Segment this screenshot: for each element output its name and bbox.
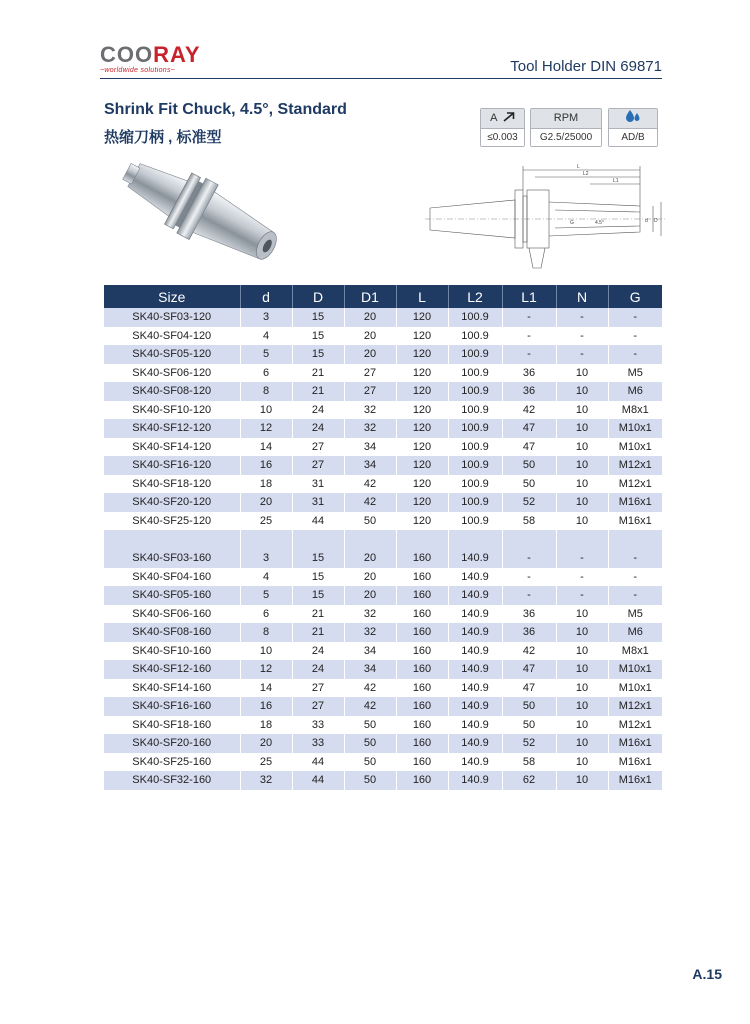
table-cell: 52 [502, 493, 556, 512]
table-cell: 4 [240, 327, 292, 346]
size-cell: SK40-SF18-120 [104, 475, 240, 494]
table-cell: 100.9 [448, 419, 502, 438]
size-cell: SK40-SF06-120 [104, 364, 240, 383]
table-row [104, 364, 662, 383]
table-row [104, 716, 662, 735]
table-cell: 140.9 [448, 660, 502, 679]
table-cell: - [556, 327, 608, 346]
group-separator-row [104, 530, 662, 549]
table-cell: 21 [292, 623, 344, 642]
table-cell: 100.9 [448, 382, 502, 401]
table-cell: 160 [396, 697, 448, 716]
dim-label-g: G [570, 220, 574, 226]
table-cell: 140.9 [448, 679, 502, 698]
table-cell: 42 [344, 475, 396, 494]
table-cell: M12x1 [608, 456, 662, 475]
table-cell: 100.9 [448, 456, 502, 475]
table-cell: 10 [556, 642, 608, 661]
table-cell: 160 [396, 605, 448, 624]
table-cell: 14 [240, 438, 292, 457]
table-cell: 10 [556, 401, 608, 420]
table-cell: 34 [344, 660, 396, 679]
column-header: G [608, 285, 662, 308]
table-row [104, 549, 662, 568]
table-cell: 6 [240, 605, 292, 624]
size-cell: SK40-SF18-160 [104, 716, 240, 735]
size-cell: SK40-SF12-160 [104, 660, 240, 679]
table-cell: 160 [396, 568, 448, 587]
table-cell: 34 [344, 438, 396, 457]
logo-tagline: ~worldwide solutions~ [100, 67, 176, 74]
table-cell: 24 [292, 642, 344, 661]
table-cell: 20 [344, 308, 396, 327]
table-cell: 10 [556, 716, 608, 735]
table-cell: 58 [502, 753, 556, 772]
size-cell: SK40-SF04-160 [104, 568, 240, 587]
table-cell: M12x1 [608, 697, 662, 716]
table-header-row [104, 285, 662, 308]
table-cell: 44 [292, 771, 344, 790]
dim-label-l1: L1 [613, 178, 619, 184]
table-cell: 58 [502, 512, 556, 531]
table-cell: 6 [240, 364, 292, 383]
column-header: D1 [344, 285, 396, 308]
table-cell: 140.9 [448, 716, 502, 735]
table-cell: - [502, 586, 556, 605]
table-row [104, 734, 662, 753]
table-cell: 14 [240, 679, 292, 698]
column-header: d [240, 285, 292, 308]
table-cell: 31 [292, 475, 344, 494]
table-cell: 27 [292, 438, 344, 457]
table-cell: 160 [396, 642, 448, 661]
product-spec-table [104, 285, 662, 790]
size-cell: SK40-SF03-120 [104, 308, 240, 327]
table-cell: 4 [240, 568, 292, 587]
table-cell: M12x1 [618, 718, 652, 731]
table-cell: 10 [556, 605, 608, 624]
table-cell: 24 [292, 660, 344, 679]
table-cell: - [556, 568, 608, 587]
table-cell: 20 [344, 327, 396, 346]
table-cell: 36 [502, 605, 556, 624]
table-cell: 140.9 [448, 642, 502, 661]
size-cell: SK40-SF16-160 [104, 697, 240, 716]
runout-spec-box [480, 108, 525, 147]
coolant-spec-box [608, 108, 658, 147]
product-photo [104, 150, 314, 280]
table-cell: - [633, 570, 638, 583]
table-cell: 100.9 [448, 401, 502, 420]
table-row [104, 679, 662, 698]
table-cell: 100.9 [448, 438, 502, 457]
table-cell: 10 [556, 697, 608, 716]
table-cell: - [608, 549, 662, 568]
header-divider [100, 78, 662, 79]
table-cell: 50 [502, 697, 556, 716]
table-cell: 3 [240, 308, 292, 327]
table-cell: 15 [292, 549, 344, 568]
table-cell: 12 [240, 660, 292, 679]
table-row [104, 308, 662, 327]
table-cell: - [556, 549, 608, 568]
table-cell: 140.9 [448, 549, 502, 568]
table-cell: 20 [240, 734, 292, 753]
table-cell: 10 [556, 771, 608, 790]
table-cell: - [556, 345, 608, 364]
rpm-value: G2.5/25000 [531, 128, 601, 146]
table-cell: 10 [556, 456, 608, 475]
column-header: Size [104, 285, 240, 308]
table-cell: 44 [292, 512, 344, 531]
table-row [104, 401, 662, 420]
table-cell: 10 [556, 419, 608, 438]
table-cell: 20 [240, 493, 292, 512]
product-title-chinese: 热缩刀柄 , 标准型 [104, 129, 222, 146]
table-cell: 33 [292, 734, 344, 753]
size-cell: SK40-SF20-120 [104, 493, 240, 512]
table-row [104, 512, 662, 531]
table-row [104, 327, 662, 346]
table-cell: - [556, 586, 608, 605]
table-cell: 160 [396, 771, 448, 790]
table-cell: 21 [292, 605, 344, 624]
table-cell: 15 [292, 345, 344, 364]
runout-label: A [490, 112, 497, 124]
column-header: N [556, 285, 608, 308]
table-cell: 42 [344, 493, 396, 512]
table-cell: - [502, 327, 556, 346]
runout-value: ≤0.003 [481, 128, 524, 146]
table-cell: 120 [396, 493, 448, 512]
table-cell: 18 [240, 716, 292, 735]
table-cell: 27 [292, 697, 344, 716]
table-cell: 27 [344, 382, 396, 401]
table-cell: 120 [396, 419, 448, 438]
table-cell: - [502, 345, 556, 364]
table-cell: 16 [240, 697, 292, 716]
table-cell: - [633, 329, 638, 342]
table-cell: M16x1 [608, 734, 662, 753]
table-cell: 33 [292, 716, 344, 735]
table-row [104, 753, 662, 772]
table-cell: - [608, 345, 662, 364]
table-cell: 160 [396, 679, 448, 698]
table-cell: 100.9 [448, 512, 502, 531]
table-cell: 32 [240, 771, 292, 790]
table-cell: 120 [396, 364, 448, 383]
table-cell: 50 [344, 512, 396, 531]
table-cell: 18 [240, 475, 292, 494]
size-cell: SK40-SF05-160 [104, 586, 240, 605]
table-cell: 10 [556, 493, 608, 512]
table-cell: 10 [556, 475, 608, 494]
table-cell: 50 [502, 716, 556, 735]
table-cell: 16 [240, 456, 292, 475]
column-header: D [292, 285, 344, 308]
table-row [104, 623, 662, 642]
table-cell: 50 [344, 771, 396, 790]
size-cell: SK40-SF05-120 [104, 345, 240, 364]
table-cell: M10x1 [608, 419, 662, 438]
table-row [104, 345, 662, 364]
table-cell: 140.9 [448, 568, 502, 587]
dim-label-d: d [645, 218, 648, 224]
table-cell: 5 [240, 345, 292, 364]
table-cell: 140.9 [448, 734, 502, 753]
size-cell: SK40-SF25-160 [104, 753, 240, 772]
size-cell: SK40-SF08-160 [104, 623, 240, 642]
table-cell: 10 [556, 438, 608, 457]
table-cell: 32 [344, 401, 396, 420]
table-cell: 34 [344, 642, 396, 661]
table-cell: 140.9 [448, 697, 502, 716]
table-cell: 120 [396, 401, 448, 420]
table-cell: 8 [240, 382, 292, 401]
table-cell: 20 [344, 586, 396, 605]
table-cell: 50 [502, 475, 556, 494]
table-cell: 120 [396, 438, 448, 457]
table-cell: 47 [502, 660, 556, 679]
table-cell: 140.9 [448, 771, 502, 790]
table-cell: 15 [292, 586, 344, 605]
table-cell: 160 [396, 716, 448, 735]
table-cell: 10 [240, 401, 292, 420]
rpm-spec-box [530, 108, 602, 147]
table-row [104, 493, 662, 512]
table-cell: 160 [396, 586, 448, 605]
table-cell: 120 [396, 327, 448, 346]
table-cell: 36 [502, 623, 556, 642]
table-cell: 100.9 [448, 327, 502, 346]
table-cell: 140.9 [448, 753, 502, 772]
column-header: L1 [502, 285, 556, 308]
table-cell: M10x1 [618, 681, 652, 694]
table-cell: 44 [292, 753, 344, 772]
rpm-label: RPM [531, 109, 601, 128]
document-title: Tool Holder DIN 69871 [510, 58, 662, 75]
size-cell: SK40-SF06-160 [104, 605, 240, 624]
table-cell: 10 [556, 660, 608, 679]
table-cell: 20 [344, 345, 396, 364]
table-cell: 120 [396, 345, 448, 364]
table-cell: 120 [396, 475, 448, 494]
table-cell: - [502, 549, 556, 568]
table-cell: 120 [396, 512, 448, 531]
table-cell: 8 [240, 623, 292, 642]
size-cell: SK40-SF03-160 [104, 549, 240, 568]
table-cell: 50 [344, 753, 396, 772]
table-cell: 42 [344, 697, 396, 716]
table-cell: 10 [556, 734, 608, 753]
size-cell: SK40-SF10-120 [104, 401, 240, 420]
size-cell: SK40-SF14-120 [104, 438, 240, 457]
table-cell: 15 [292, 568, 344, 587]
column-header: L2 [448, 285, 502, 308]
table-cell: M6 [608, 623, 662, 642]
table-cell: 50 [344, 734, 396, 753]
table-cell: M5 [627, 607, 643, 620]
coolant-drops-icon [624, 109, 642, 123]
column-header: L [396, 285, 448, 308]
table-cell: 42 [344, 679, 396, 698]
table-cell: 140.9 [448, 605, 502, 624]
table-row [104, 642, 662, 661]
table-cell: M16x1 [618, 755, 652, 768]
table-row [104, 660, 662, 679]
table-cell: 100.9 [448, 493, 502, 512]
table-cell: - [556, 308, 608, 327]
table-row [104, 771, 662, 790]
table-cell: 100.9 [448, 364, 502, 383]
table-cell: M16x1 [618, 514, 652, 527]
table-cell: 160 [396, 623, 448, 642]
table-row [104, 419, 662, 438]
table-row [104, 605, 662, 624]
coolant-value: AD/B [609, 128, 657, 146]
table-cell: 34 [344, 456, 396, 475]
table-cell: M6 [608, 382, 662, 401]
table-cell: 32 [344, 419, 396, 438]
size-cell: SK40-SF25-120 [104, 512, 240, 531]
table-cell: - [502, 308, 556, 327]
table-cell: 10 [556, 623, 608, 642]
company-logo [100, 44, 220, 76]
size-cell: SK40-SF14-160 [104, 679, 240, 698]
table-cell: 42 [502, 401, 556, 420]
table-cell: M8x1 [621, 403, 649, 416]
table-cell: 5 [240, 586, 292, 605]
page-number: A.15 [692, 966, 722, 982]
table-cell: 47 [502, 679, 556, 698]
table-cell: M16x1 [608, 493, 662, 512]
table-cell: - [608, 586, 662, 605]
size-cell: SK40-SF08-120 [104, 382, 240, 401]
arrow-up-right-icon [503, 112, 515, 122]
table-cell: 25 [240, 753, 292, 772]
table-row [104, 475, 662, 494]
table-cell: M10x1 [608, 660, 662, 679]
table-cell: M8x1 [621, 644, 649, 657]
table-cell: 24 [292, 419, 344, 438]
table-cell: 21 [292, 382, 344, 401]
table-cell: 15 [292, 327, 344, 346]
table-cell: 120 [396, 308, 448, 327]
table-cell: 27 [292, 679, 344, 698]
table-cell: 36 [502, 364, 556, 383]
table-cell: 160 [396, 549, 448, 568]
size-cell: SK40-SF16-120 [104, 456, 240, 475]
table-cell: 100.9 [448, 475, 502, 494]
table-cell: - [502, 568, 556, 587]
size-cell: SK40-SF04-120 [104, 327, 240, 346]
table-cell: 140.9 [448, 586, 502, 605]
table-cell: 140.9 [448, 623, 502, 642]
table-cell: 10 [556, 512, 608, 531]
product-title-english: Shrink Fit Chuck, 4.5°, Standard [104, 101, 347, 118]
table-cell: 3 [240, 549, 292, 568]
table-cell: - [608, 308, 662, 327]
table-cell: 120 [396, 456, 448, 475]
table-cell: 20 [344, 549, 396, 568]
table-cell: 12 [240, 419, 292, 438]
table-cell: 47 [502, 438, 556, 457]
table-row [104, 586, 662, 605]
table-cell: 31 [292, 493, 344, 512]
table-row [104, 438, 662, 457]
table-cell: 25 [240, 512, 292, 531]
table-cell: 24 [292, 401, 344, 420]
table-cell: 20 [344, 568, 396, 587]
dim-label-l: L [577, 164, 580, 170]
logo-wordmark: COORAY [100, 42, 201, 67]
table-row [104, 568, 662, 587]
table-cell: 27 [344, 364, 396, 383]
table-cell: M12x1 [618, 477, 652, 490]
table-cell: 10 [240, 642, 292, 661]
table-cell: 160 [396, 753, 448, 772]
table-body [104, 308, 662, 790]
table-cell: 160 [396, 660, 448, 679]
table-cell: 21 [292, 364, 344, 383]
table-cell: M16x1 [608, 771, 662, 790]
table-row [104, 382, 662, 401]
table-cell: 32 [344, 623, 396, 642]
table-row [104, 456, 662, 475]
table-cell: 50 [502, 456, 556, 475]
size-cell: SK40-SF10-160 [104, 642, 240, 661]
table-cell: 10 [556, 382, 608, 401]
table-cell: 52 [502, 734, 556, 753]
size-cell: SK40-SF20-160 [104, 734, 240, 753]
table-cell: 62 [502, 771, 556, 790]
table-cell: 27 [292, 456, 344, 475]
table-cell: 100.9 [448, 345, 502, 364]
table-cell: M10x1 [618, 440, 652, 453]
table-cell: 50 [344, 716, 396, 735]
dim-label-l2: L2 [583, 171, 589, 177]
table-cell: 10 [556, 753, 608, 772]
table-cell: 10 [556, 364, 608, 383]
table-row [104, 697, 662, 716]
technical-drawing [425, 160, 665, 275]
table-cell: 160 [396, 734, 448, 753]
table-cell: 10 [556, 679, 608, 698]
table-cell: 15 [292, 308, 344, 327]
table-cell: 42 [502, 642, 556, 661]
table-cell: 47 [502, 419, 556, 438]
table-cell: 120 [396, 382, 448, 401]
dim-label-angle: 4.5° [595, 220, 604, 226]
table-cell: 36 [502, 382, 556, 401]
size-cell: SK40-SF32-160 [104, 771, 240, 790]
table-cell: 100.9 [448, 308, 502, 327]
table-cell: M5 [627, 366, 643, 379]
dim-label-d-outer: D [654, 218, 658, 224]
size-cell: SK40-SF12-120 [104, 419, 240, 438]
table-cell: 32 [344, 605, 396, 624]
